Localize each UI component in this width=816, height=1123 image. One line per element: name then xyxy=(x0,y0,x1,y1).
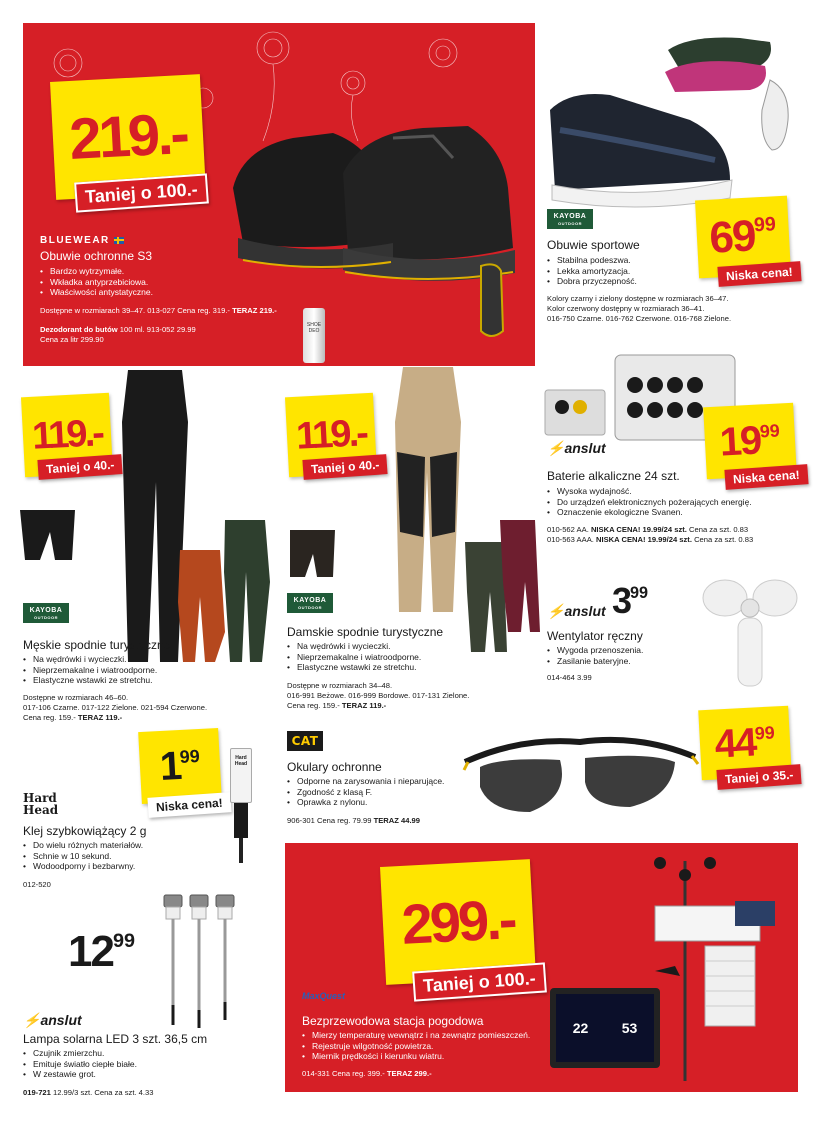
feature-item: • Odporne na zarysowania i nieparujące. xyxy=(287,776,444,787)
brand-name: BLUEWEAR xyxy=(40,235,110,246)
sku-info-weather-station xyxy=(302,1069,432,1079)
brand-logo-kayoba xyxy=(287,593,333,613)
low-price-label: Niska cena! xyxy=(732,467,801,487)
safety-glasses-image xyxy=(460,712,700,822)
feature-list-batteries xyxy=(547,486,752,518)
feature-item: • Emituje światło ciepłe białe. xyxy=(23,1059,137,1070)
price-hand-fan: $3^{99}$ xyxy=(612,580,649,621)
brand-logo-anslut xyxy=(547,440,606,457)
sku-info-glue: 012-520 xyxy=(23,880,51,889)
feature-list-solar-lamp xyxy=(23,1048,137,1080)
feature-item: • Czujnik zmierzchu. xyxy=(23,1048,137,1059)
feature-item: • Do wielu różnych materiałów. xyxy=(23,840,143,851)
brand-name: KAYOBA xyxy=(553,212,587,220)
product-title-batteries: Baterie alkaliczne 24 szt. xyxy=(547,469,680,483)
feature-item: • Wodoodporny i bezbarwny. xyxy=(23,861,143,872)
swedish-flag-icon xyxy=(114,237,124,244)
brand-subtitle: OUTDOOR xyxy=(34,614,58,620)
feature-item: • Rejestruje wilgotność powietrza. xyxy=(302,1041,530,1052)
feature-list-sport-shoes xyxy=(547,255,637,287)
feature-list-womens-trousers xyxy=(287,641,421,673)
feature-item: • Bardzo wytrzymałe. xyxy=(40,266,153,277)
product-title-solar-lamp: Lampa solarna LED 3 szt. 36,5 cm xyxy=(23,1032,208,1046)
sku-code: 019-721 xyxy=(23,1088,51,1097)
feature-item: • Wkładka antyprzebiciowa. xyxy=(40,277,153,288)
sku-info-hand-fan: 014-464 3.99 xyxy=(547,673,592,682)
feature-item: • Stabilna podeszwa. xyxy=(547,255,637,266)
sport-shoes-image xyxy=(540,20,800,210)
sku-info-mens-trousers xyxy=(23,693,207,723)
sku-text: 014-331 Cena reg. 399.- xyxy=(302,1069,385,1078)
brand-logo-hard-head xyxy=(23,792,58,816)
sku-info-glasses xyxy=(287,816,420,826)
feature-list-mens-trousers xyxy=(23,654,157,686)
feature-item: • Wysoka wydajność. xyxy=(547,486,752,497)
low-price-label: Niska cena! xyxy=(725,264,794,284)
feature-item: • Wygoda przenoszenia. xyxy=(547,645,643,656)
brand-logo-anslut xyxy=(23,1012,82,1029)
price-value: $1^{99}$ xyxy=(158,744,201,790)
brand-name: KAYOBA xyxy=(293,596,327,604)
now-price-text: TERAZ 219.- xyxy=(232,306,277,315)
feature-item: • Lekka amortyzacja. xyxy=(547,266,637,277)
deodorant-unit-price: Cena za litr 299.90 xyxy=(40,335,104,344)
discount-label: Taniej o 100.- xyxy=(84,179,199,207)
feature-item: • Dobra przyczepność. xyxy=(547,276,637,287)
fine-line: 016-991 Beżowe. 016-999 Bordowe. 017-131 Zielone. xyxy=(287,691,470,700)
solar-lamps-image xyxy=(160,890,240,1030)
sku-info-safety-shoes xyxy=(40,306,277,316)
glue-tube-image xyxy=(230,748,252,868)
low-price-tag-sport-shoes xyxy=(717,261,801,287)
sku-info-sport-shoes xyxy=(547,294,731,324)
product-title-glue: Klej szybkowiążący 2 g xyxy=(23,824,147,838)
feature-item: • Elastyczne wstawki ze stretchu. xyxy=(287,662,421,673)
product-title-sport-shoes: Obuwie sportowe xyxy=(547,238,640,252)
deodorant-info xyxy=(40,325,196,335)
brand-subtitle: OUTDOOR xyxy=(298,604,322,610)
can-label: SHOE DEO xyxy=(306,322,322,334)
feature-item: • W zestawie grot. xyxy=(23,1069,137,1080)
fine-line: Cena reg. 159.- TERAZ 119.- xyxy=(23,713,123,722)
deodorant-title: Dezodorant do butów xyxy=(40,325,118,334)
tube-label: Hard Head xyxy=(234,755,248,767)
now-price-text: TERAZ 44.99 xyxy=(373,816,421,825)
product-title-womens-trousers: Damskie spodnie turystyczne xyxy=(287,625,444,639)
brand-logo-anslut xyxy=(547,603,606,620)
promo-panel-safety-shoes xyxy=(23,23,535,366)
feature-item: • Właściwości antystatyczne. xyxy=(40,287,153,298)
feature-item: • Nieprzemakalne i wiatroodporne. xyxy=(23,665,157,676)
feature-item: • Schnie w 10 sekund. xyxy=(23,851,143,862)
anslut-logo-icon: ⚡ xyxy=(547,440,565,456)
price-value: 299.- xyxy=(400,887,516,956)
anslut-logo-icon: ⚡ xyxy=(547,603,565,619)
sku-info-womens-trousers xyxy=(287,681,469,711)
fine-line: 010-562 AA. NISKA CENA! 19.99/24 szt. Cena za szt. 0.83 xyxy=(547,525,749,534)
now-price-text: TERAZ 299.- xyxy=(386,1069,432,1078)
fine-line: Dostępne w rozmiarach 46–60. xyxy=(23,693,129,702)
discount-label: Taniej o 100.- xyxy=(422,968,537,996)
fine-line: 010-563 AAA. NISKA CENA! 19.99/24 szt. Cena za szt. 0.83 xyxy=(547,535,754,544)
feature-item: • Zgodność z klasą F. xyxy=(287,787,444,798)
price-value: $19^{99}$ xyxy=(718,418,781,465)
product-title-mens-trousers: Męskie spodnie turystyczne xyxy=(23,638,171,652)
product-title-glasses: Okulary ochronne xyxy=(287,760,382,774)
anslut-logo-icon: ⚡ xyxy=(23,1012,41,1028)
brand-logo-maxquest xyxy=(302,991,345,1001)
display-reading: 22 xyxy=(572,1020,589,1036)
product-title-weather-station: Bezprzewodowa stacja pogodowa xyxy=(302,1014,484,1028)
price-value: 119.- xyxy=(31,412,103,458)
sku-text: 906-301 Cena reg. 79.99 xyxy=(287,816,372,825)
feature-list-glasses xyxy=(287,776,444,808)
deodorant-detail: 100 ml. 913-052 29.99 xyxy=(119,325,196,334)
discount-label: Taniej o 40.- xyxy=(310,457,380,477)
fine-line: 017-106 Czarne. 017-122 Zielone. 021-594 Czerwone. xyxy=(23,703,208,712)
feature-item: • Oznaczenie ekologiczne Svanen. xyxy=(547,507,752,518)
weather-station-display-image xyxy=(550,988,660,1068)
promo-panel-weather-station xyxy=(285,843,798,1092)
brand-logo-cat xyxy=(287,731,323,751)
brand-name-line1: Hard xyxy=(23,791,57,805)
feature-item: • Zasilanie bateryjne. xyxy=(547,656,643,667)
feature-list-glue xyxy=(23,840,143,872)
feature-list-weather-station xyxy=(302,1030,530,1062)
brand-logo-kayoba xyxy=(23,603,69,623)
feature-item: • Nieprzemakalne i wiatroodporne. xyxy=(287,652,421,663)
feature-item: • Miernik prędkości i kierunku wiatru. xyxy=(302,1051,530,1062)
brand-name: KAYOBA xyxy=(29,606,63,614)
sku-text: Dostępne w rozmiarach 39–47. 013-027 Cena reg. 319.- xyxy=(40,306,230,315)
discount-label: Taniej o 40.- xyxy=(45,457,115,477)
shoe-sole-image xyxy=(471,261,511,341)
discount-label: Taniej o 35.- xyxy=(724,767,794,787)
deodorant-can-image xyxy=(303,308,325,363)
sku-info-solar-lamp xyxy=(23,1088,153,1098)
low-price-label: Niska cena! xyxy=(155,795,224,815)
brand-logo-bluewear xyxy=(40,235,124,246)
fine-line: Kolor czerwony dostępny w rozmiarach 36–41. xyxy=(547,304,705,313)
low-price-tag-glue xyxy=(147,792,231,818)
brand-name: MaxQuest xyxy=(302,991,346,1001)
feature-item: • Na wędrówki i wycieczki. xyxy=(287,641,421,652)
price-value: 119.- xyxy=(295,412,367,458)
feature-item: • Oprawka z nylonu. xyxy=(287,797,444,808)
feature-item: • Mierzy temperaturę wewnątrz i na zewnątrz pomieszczeń. xyxy=(302,1030,530,1041)
display-reading: 53 xyxy=(621,1020,638,1036)
brand-subtitle: OUTDOOR xyxy=(558,220,582,226)
feature-list-hand-fan xyxy=(547,645,643,666)
brand-name: anslut xyxy=(564,603,606,619)
feature-item: • Na wędrówki i wycieczki. xyxy=(23,654,157,665)
fine-line: Dostępne w rozmiarach 34–48. xyxy=(287,681,393,690)
feature-item: • Do urządzeń elektronicznych pożerających energię. xyxy=(547,497,752,508)
price-solar-lamp: $12^{99}$ xyxy=(68,927,135,976)
fine-line: Cena reg. 159.- TERAZ 119.- xyxy=(287,701,387,710)
sku-info-batteries xyxy=(547,525,753,545)
brand-logo-kayoba xyxy=(547,209,593,229)
brand-name: CAT xyxy=(291,734,319,748)
price-value: $69^{99}$ xyxy=(708,211,777,263)
feature-list-safety-shoes xyxy=(40,266,153,298)
sku-text: 12.99/3 szt. Cena za szt. 4.33 xyxy=(53,1088,154,1097)
fine-line: Kolory czarny i zielony dostępne w rozmiarach 36–47. xyxy=(547,294,729,303)
price-value: $44^{99}$ xyxy=(713,720,776,767)
hand-fan-image xyxy=(700,570,800,690)
brand-name: anslut xyxy=(564,440,606,456)
brand-name-line2: Head xyxy=(23,803,59,817)
product-title-hand-fan: Wentylator ręczny xyxy=(547,629,643,643)
price-value: 219.- xyxy=(67,100,189,173)
product-title-safety-shoes: Obuwie ochronne S3 xyxy=(40,249,153,263)
feature-item: • Elastyczne wstawki ze stretchu. xyxy=(23,675,157,686)
fine-line: 016-750 Czarne. 016-762 Czerwone. 016-768 Zielone. xyxy=(547,314,732,323)
brand-name: anslut xyxy=(40,1012,82,1028)
